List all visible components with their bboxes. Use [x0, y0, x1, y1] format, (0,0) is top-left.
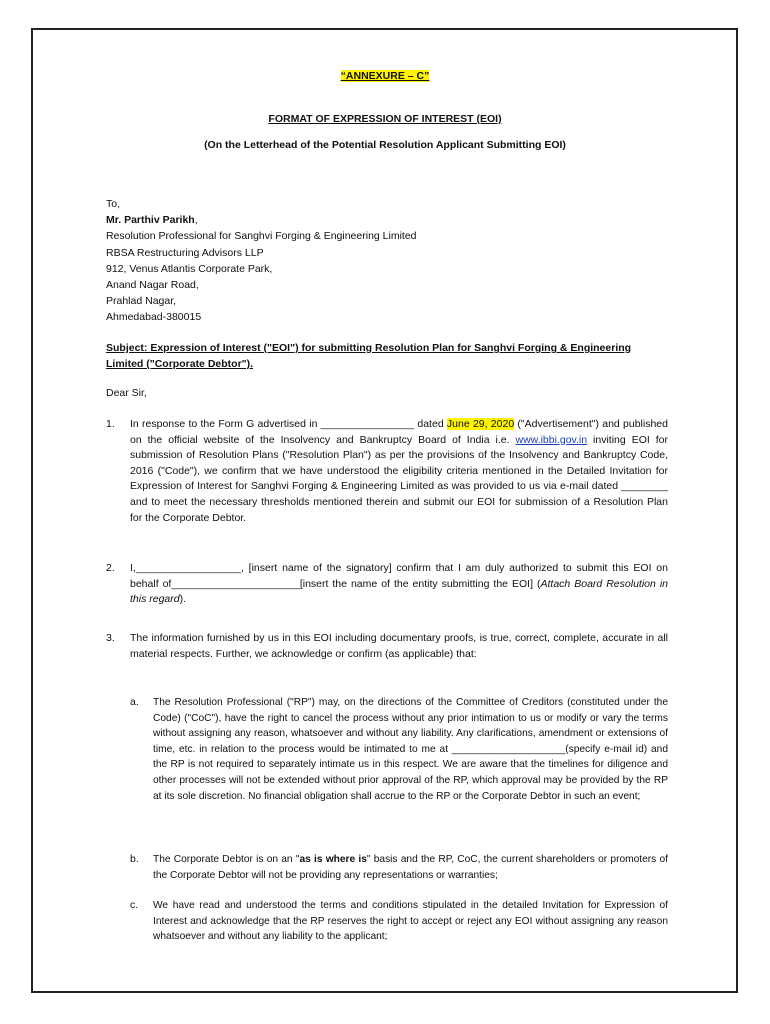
para-2-number: 2.	[106, 562, 115, 574]
sub-c-text: We have read and understood the terms and conditions stipulated in the detailed Invitation for Expression of Interest and acknowledge that the RP reserves the right to accept or reject any EOI without assigning any reason whatsoever and without any liability to the applicant;	[153, 900, 668, 943]
addressee-name: Mr. Parthiv Parikh	[106, 214, 195, 227]
sub-b-label: b.	[130, 853, 139, 865]
salutation: Dear Sir,	[106, 387, 147, 399]
para-2: I,__________________, [insert name of the signatory] confirm that I am duly authorized to submit this EOI on behalf of______________________[insert the name of the entity submitting the EOI] (Attach Board Resolution in this regard).	[130, 562, 668, 606]
document-subtitle: (On the Letterhead of the Potential Resolution Applicant Submitting EOI)	[204, 139, 566, 151]
address-line: Ahmedabad-380015	[106, 311, 202, 324]
address-to: To,	[106, 198, 121, 210]
address-line: 912, Venus Atlantis Corporate Park,	[106, 262, 273, 275]
sub-c-label: c.	[130, 899, 139, 911]
as-is-where-is: as is where is	[299, 854, 367, 865]
para-1-number: 1.	[106, 418, 115, 430]
sub-a-text: The Resolution Professional ("RP") may, on the directions of the Committee of Creditors (constituted under the Code) ("CoC"), have the right to cancel the process without any prior intimation to us or modify or vary the terms without assigning any reason, whatsoever and without any liability. Any clarifications, amendment or extensions of time, etc. in relation to the process would be intimated to me at ____________________(specify e-mail id) and the RP is not required to separately intimate us in this respect. We are aware that the timelines for diligence and other processes will not be extended without prior approval of the RP, which approval may be provided by the RP at its sole discretion. No financial obligation shall accrue to the RP or the Corporate Debtor in such an event;	[153, 697, 668, 802]
address-line: RBSA Restructuring Advisors LLP	[106, 246, 264, 259]
subject-line: Subject: Expression of Interest ("EOI") for submitting Resolution Plan for Sanghvi Forging & Engineering Limited ("Corporate Debtor").	[106, 342, 632, 370]
address-line: Resolution Professional for Sanghvi Forging & Engineering Limited	[106, 230, 417, 243]
ibbi-link[interactable]: www.ibbi.gov.in	[515, 433, 588, 446]
annexure-heading: “ANNEXURE – C”	[340, 70, 430, 82]
sub-b-text: The Corporate Debtor is on an "as is where is" basis and the RP, CoC, the current shareholders or promoters of the Corporate Debtor will not be providing any representations or warranties;	[153, 854, 668, 881]
para-3: The information furnished by us in this EOI including documentary proofs, is true, correct, complete, accurate in all material respects. Further, we acknowledge or confirm (as applicable) that:	[130, 632, 668, 660]
address-line: Prahlad Nagar,	[106, 295, 177, 308]
address-line: Anand Nagar Road,	[106, 279, 199, 292]
para-3-number: 3.	[106, 632, 115, 644]
board-resolution-note: Attach Board Resolution in this regard	[130, 577, 668, 606]
para-1: In response to the Form G advertised in ________________ dated June 29, 2020 ("Advertisement") and published on the official website of the Insolvency and Bankruptcy Board of India i.e. www.ibbi.gov.in inviting EOI for submission of Resolution Plans ("Resolution Plan") as per the provisions of the Insolvency and Bankruptcy Code, 2016 ("Code"), we confirm that we have understood the eligibility criteria mentioned in the Detailed Invitation for Expression of Interest for Sanghvi Forging & Engineering Limited as was provided to us via e-mail dated ________ and to meet the necessary thresholds mentioned therein and submit our EOI for submission of a Resolution Plan for the Corporate Debtor.	[130, 418, 668, 524]
addressee-line: Mr. Parthiv Parikh,	[106, 214, 198, 227]
address-block	[106, 196, 417, 326]
highlighted-date: June 29, 2020	[446, 418, 515, 430]
document-title: FORMAT OF EXPRESSION OF INTEREST (EOI)	[268, 113, 502, 125]
sub-a-label: a.	[130, 696, 139, 708]
